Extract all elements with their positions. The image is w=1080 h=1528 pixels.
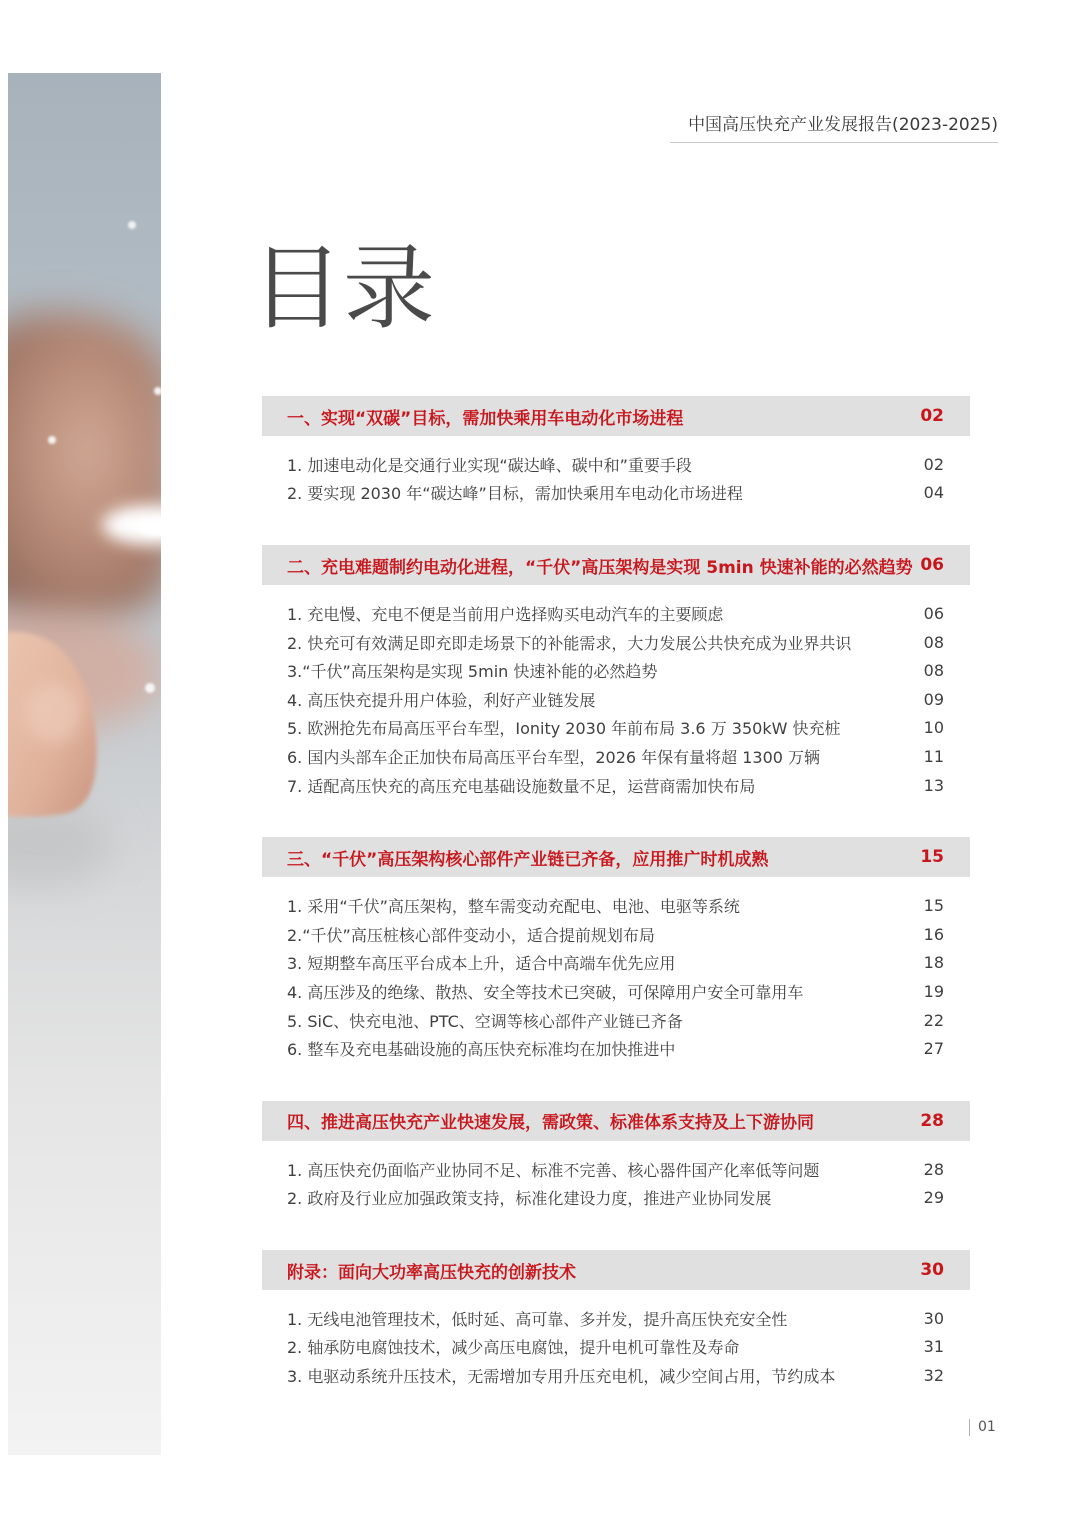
toc-item: [262, 599, 970, 628]
toc-item-page-number: 16: [923, 924, 944, 944]
toc-item-page-number: 31: [923, 1337, 944, 1357]
toc-item: [262, 1333, 970, 1362]
section-title: 三、“千伏”高压架构核心部件产业链已齐备，应用推广时机成熟: [287, 849, 769, 870]
toc-item: [262, 628, 970, 657]
toc-item-page-number: 13: [923, 775, 944, 795]
toc-item-text: 2. 轴承防电腐蚀技术，减少高压电腐蚀，提升电机可靠性及寿命: [287, 1338, 740, 1358]
toc-item-page-number: 30: [923, 1308, 944, 1328]
section-page-number: 15: [920, 847, 944, 868]
toc-item-page-number: 18: [923, 953, 944, 973]
toc-item: [262, 742, 970, 771]
toc-item: [262, 1304, 970, 1333]
toc-item: [262, 1361, 970, 1390]
toc-item-page-number: 09: [923, 689, 944, 709]
toc-item: [262, 685, 970, 714]
toc-section-4: [262, 1101, 970, 1212]
toc-section-3: [262, 837, 970, 1063]
toc-item-text: 2.“千伏”高压桩核心部件变动小，适合提前规划布局: [287, 925, 655, 945]
section-header-bar: [262, 1250, 970, 1290]
toc-section-1: [262, 396, 970, 507]
toc-item-text: 4. 高压快充提升用户体验，利好产业链发展: [287, 690, 596, 710]
section-page-number: 28: [920, 1110, 944, 1131]
toc-item-text: 1. 加速电动化是交通行业实现“碳达峰、碳中和”重要手段: [287, 455, 692, 475]
toc-item: [262, 1034, 970, 1063]
section-title: 附录：面向大功率高压快充的创新技术: [287, 1262, 576, 1283]
section-header-bar: [262, 545, 970, 585]
toc-item-text: 1. 采用“千伏”高压架构，整车需变动充配电、电池、电驱等系统: [287, 897, 740, 917]
section-header-bar: [262, 837, 970, 877]
toc-item: [262, 714, 970, 743]
toc-item-page-number: 08: [923, 632, 944, 652]
toc-item-text: 3. 电驱动系统升压技术，无需增加专用升压充电机，减少空间占用，节约成本: [287, 1367, 836, 1387]
report-title: 中国高压快充产业发展报告(2023-2025): [688, 115, 998, 135]
section-header-bar: [262, 396, 970, 436]
toc-item: [262, 920, 970, 949]
toc-item-text: 1. 无线电池管理技术，低时延、高可靠、多并发，提升高压快充安全性: [287, 1309, 788, 1329]
footer-divider: [969, 1419, 970, 1436]
toc-item-page-number: 28: [923, 1159, 944, 1179]
section-title: 一、实现“双碳”目标，需加快乘用车电动化市场进程: [287, 408, 684, 429]
toc-item: [262, 771, 970, 800]
toc-item: [262, 1006, 970, 1035]
section-page-number: 02: [920, 406, 944, 426]
toc-item-text: 3. 短期整车高压平台成本上升，适合中高端车优先应用: [287, 954, 676, 974]
toc-item-text: 6. 国内头部车企正加快布局高压平台车型，2026 年保有量将超 1300 万辆: [287, 747, 821, 767]
cover-photo: [8, 73, 161, 1455]
toc-section-appendix: [262, 1250, 970, 1390]
toc-item: [262, 656, 970, 685]
section-page-number: 06: [920, 555, 944, 576]
toc-item: [262, 1184, 970, 1213]
toc-item: [262, 479, 970, 508]
toc-item-text: 1. 高压快充仍面临产业协同不足、标准不完善、核心器件国产化率低等问题: [287, 1160, 820, 1180]
toc-item-page-number: 32: [923, 1366, 944, 1386]
toc-item-list: [262, 450, 970, 507]
toc-item-page-number: 27: [923, 1039, 944, 1059]
toc-item-page-number: 19: [923, 981, 944, 1001]
section-page-number: 30: [920, 1260, 944, 1281]
toc-item-list: [262, 891, 970, 1063]
toc-item-text: 2. 快充可有效满足即充即走场景下的补能需求，大力发展公共快充成为业界共识: [287, 633, 852, 653]
toc-item-page-number: 08: [923, 661, 944, 681]
toc-item: [262, 949, 970, 978]
toc-item-page-number: 22: [923, 1010, 944, 1030]
toc-item-text: 1. 充电慢、充电不便是当前用户选择购买电动汽车的主要顾虑: [287, 604, 724, 624]
toc-item-list: [262, 1304, 970, 1390]
toc-item-text: 2. 政府及行业应加强政策支持，标准化建设力度，推进产业协同发展: [287, 1189, 772, 1209]
toc-item-page-number: 29: [923, 1188, 944, 1208]
section-title: 四、推进高压快充产业快速发展，需政策、标准体系支持及上下游协同: [287, 1113, 814, 1134]
toc-item-text: 5. 欧洲抢先布局高压平台车型，Ionity 2030 年前布局 3.6 万 350kW 快充桩: [287, 719, 841, 739]
toc-item-page-number: 06: [923, 603, 944, 623]
toc-item-text: 7. 适配高压快充的高压充电基础设施数量不足，运营商需加快布局: [287, 776, 756, 796]
table-of-contents: [262, 396, 970, 1390]
toc-item-page-number: 02: [923, 454, 944, 474]
toc-item: [262, 891, 970, 920]
header-divider: [670, 142, 998, 143]
toc-item-text: 3.“千伏”高压架构是实现 5min 快速补能的必然趋势: [287, 662, 658, 682]
section-title: 二、充电难题制约电动化进程，“千伏”高压架构是实现 5min 快速补能的必然趋势: [287, 557, 913, 578]
toc-item-text: 2. 要实现 2030 年“碳达峰”目标，需加快乘用车电动化市场进程: [287, 484, 743, 504]
toc-item-page-number: 15: [923, 896, 944, 916]
toc-item-list: [262, 1155, 970, 1212]
toc-item-list: [262, 599, 970, 799]
toc-item-text: 6. 整车及充电基础设施的高压快充标准均在加快推进中: [287, 1040, 676, 1060]
toc-item-text: 4. 高压涉及的绝缘、散热、安全等技术已突破，可保障用户安全可靠用车: [287, 982, 804, 1002]
toc-item-page-number: 11: [923, 746, 944, 766]
toc-item-page-number: 04: [923, 483, 944, 503]
toc-item-text: 5. SiC、快充电池、PTC、空调等核心部件产业链已齐备: [287, 1011, 683, 1031]
section-header-bar: [262, 1101, 970, 1141]
toc-item-page-number: 10: [923, 718, 944, 738]
page-title: 目录: [251, 235, 436, 342]
footer-page-number: 01: [978, 1419, 996, 1435]
toc-item: [262, 450, 970, 479]
toc-section-2: [262, 545, 970, 799]
toc-item: [262, 977, 970, 1006]
toc-item: [262, 1155, 970, 1184]
